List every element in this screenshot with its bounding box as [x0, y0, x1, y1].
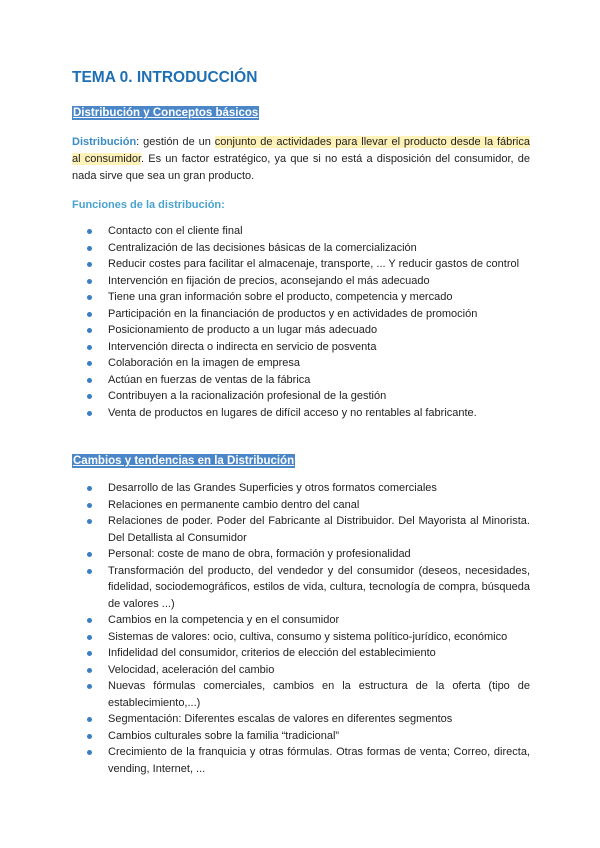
list-item-text: Posicionamiento de producto a un lugar más adecuado [108, 324, 378, 336]
list-item [72, 497, 530, 514]
list-item-text: Velocidad, aceleración del cambio [108, 663, 275, 676]
list-item-text: Relaciones en permanente cambio dentro del canal [108, 498, 360, 511]
document-title: TEMA 0. INTRODUCCIÓN [72, 69, 258, 86]
bullet-icon [87, 312, 92, 317]
list-item [72, 513, 530, 546]
bullet-icon [87, 635, 92, 640]
list-item [72, 306, 530, 323]
bullet-icon [87, 668, 92, 673]
list-item-text: Desarrollo de las Grandes Superficies y otros formatos comerciales [108, 482, 437, 494]
bullet-icon [87, 229, 92, 234]
bullet-icon [87, 734, 92, 739]
bullet-icon [87, 486, 92, 491]
bullet-icon [87, 717, 92, 722]
definition-text-b: . Es un factor estratégico, ya que si no está a disposición del consumidor, de nada sirve que sea un gran producto. [72, 153, 530, 182]
list-item [72, 711, 530, 728]
list-item [72, 322, 530, 339]
list-item [72, 405, 530, 422]
functions-list [72, 223, 530, 421]
list-item-text: Crecimiento de la franquicia y otras fórmulas. Otras formas de venta; Correo, directa, vending, Internet, ... [108, 746, 530, 775]
bullet-icon [87, 503, 92, 508]
list-item [72, 339, 530, 356]
changes-list [72, 480, 530, 777]
bullet-icon [87, 394, 92, 399]
bullet-icon [87, 569, 92, 574]
list-item-text: Cambios culturales sobre la familia “tradicional” [108, 729, 340, 742]
bullet-icon [87, 519, 92, 524]
list-item [72, 678, 530, 711]
list-item-text: Cambios en la competencia y en el consumidor [108, 614, 340, 626]
section-cambios [72, 451, 530, 777]
list-item [72, 289, 530, 306]
list-item-text: Nuevas fórmulas comerciales, cambios en la estructura de la oferta (tipo de establecimiento,...) [108, 680, 530, 709]
list-item [72, 256, 530, 273]
list-item-text: Sistemas de valores: ocio, cultiva, consumo y sistema político-jurídico, económico [108, 630, 508, 643]
list-item [72, 546, 530, 563]
list-item [72, 612, 530, 629]
list-item [72, 240, 530, 257]
definition-text-a: : gestión de un [136, 136, 215, 148]
list-item-text: Actúan en fuerzas de ventas de la fábrica [108, 373, 311, 386]
list-item-text: Venta de productos en lugares de difícil acceso y no rentables al fabricante. [108, 406, 477, 419]
bullet-icon [87, 378, 92, 383]
bullet-icon [87, 279, 92, 284]
bullet-icon [87, 750, 92, 755]
bullet-icon [87, 684, 92, 689]
bullet-icon [87, 552, 92, 557]
definition-highlight: conjunto de actividades para llevar el producto desde la fábrica al consumidor [72, 136, 530, 165]
bullet-icon [87, 411, 92, 416]
list-item-text: Tiene una gran información sobre el producto, competencia y mercado [108, 291, 453, 303]
list-item-text: Contribuyen a la racionalización profesional de la gestión [108, 390, 387, 402]
list-item [72, 728, 530, 745]
list-item [72, 744, 530, 777]
bullet-icon [87, 345, 92, 350]
list-item [72, 480, 530, 497]
list-item [72, 372, 530, 389]
bullet-icon [87, 618, 92, 623]
functions-subheading: Funciones de la distribución: [72, 199, 225, 211]
bullet-icon [87, 295, 92, 300]
list-item-text: Contacto con el cliente final [108, 225, 243, 237]
list-item-text: Participación en la financiación de productos y en actividades de promoción [108, 307, 478, 320]
list-item [72, 629, 530, 646]
list-item-text: Segmentación: Diferentes escalas de valores en diferentes segmentos [108, 713, 453, 725]
list-item [72, 388, 530, 405]
list-item-text: Transformación del producto, del vendedor y del consumidor (deseos, necesidades, fidelidad, sociodemográficos, estilos de vida, cultura, tecnología de compra, búsqueda de valores ...) [108, 564, 530, 610]
bullet-icon [87, 246, 92, 251]
list-item [72, 563, 530, 613]
section-heading-cambios: Cambios y tendencias en la Distribución [73, 455, 295, 467]
list-item-text: Personal: coste de mano de obra, formación y profesionalidad [108, 548, 411, 560]
bullet-icon [87, 651, 92, 656]
list-item-text: Intervención en fijación de precios, aconsejando el más adecuado [108, 274, 430, 287]
list-item-text: Centralización de las decisiones básicas de la comercialización [108, 241, 417, 254]
document-page [72, 68, 530, 777]
list-item [72, 662, 530, 679]
bullet-icon [87, 262, 92, 267]
list-item-text: Intervención directa o indirecta en servicio de posventa [108, 340, 377, 353]
bullet-icon [87, 361, 92, 366]
definition-term: Distribución [72, 136, 137, 148]
list-item-text: Relaciones de poder. Poder del Fabricante al Distribuidor. Del Mayorista al Minorista. Del Detallista al Consumidor [108, 515, 530, 544]
section-distribucion [72, 103, 530, 421]
section-heading-distribucion: Distribución y Conceptos básicos [73, 107, 259, 119]
list-item [72, 273, 530, 290]
list-item [72, 645, 530, 662]
list-item-text: Infidelidad del consumidor, criterios de elección del establecimiento [108, 647, 436, 659]
list-item [72, 223, 530, 240]
definition-paragraph [72, 134, 530, 185]
list-item-text: Colaboración en la imagen de empresa [108, 357, 301, 369]
list-item-text: Reducir costes para facilitar el almacenaje, transporte, ... Y reducir gastos de control [108, 258, 520, 270]
bullet-icon [87, 328, 92, 333]
list-item [72, 355, 530, 372]
